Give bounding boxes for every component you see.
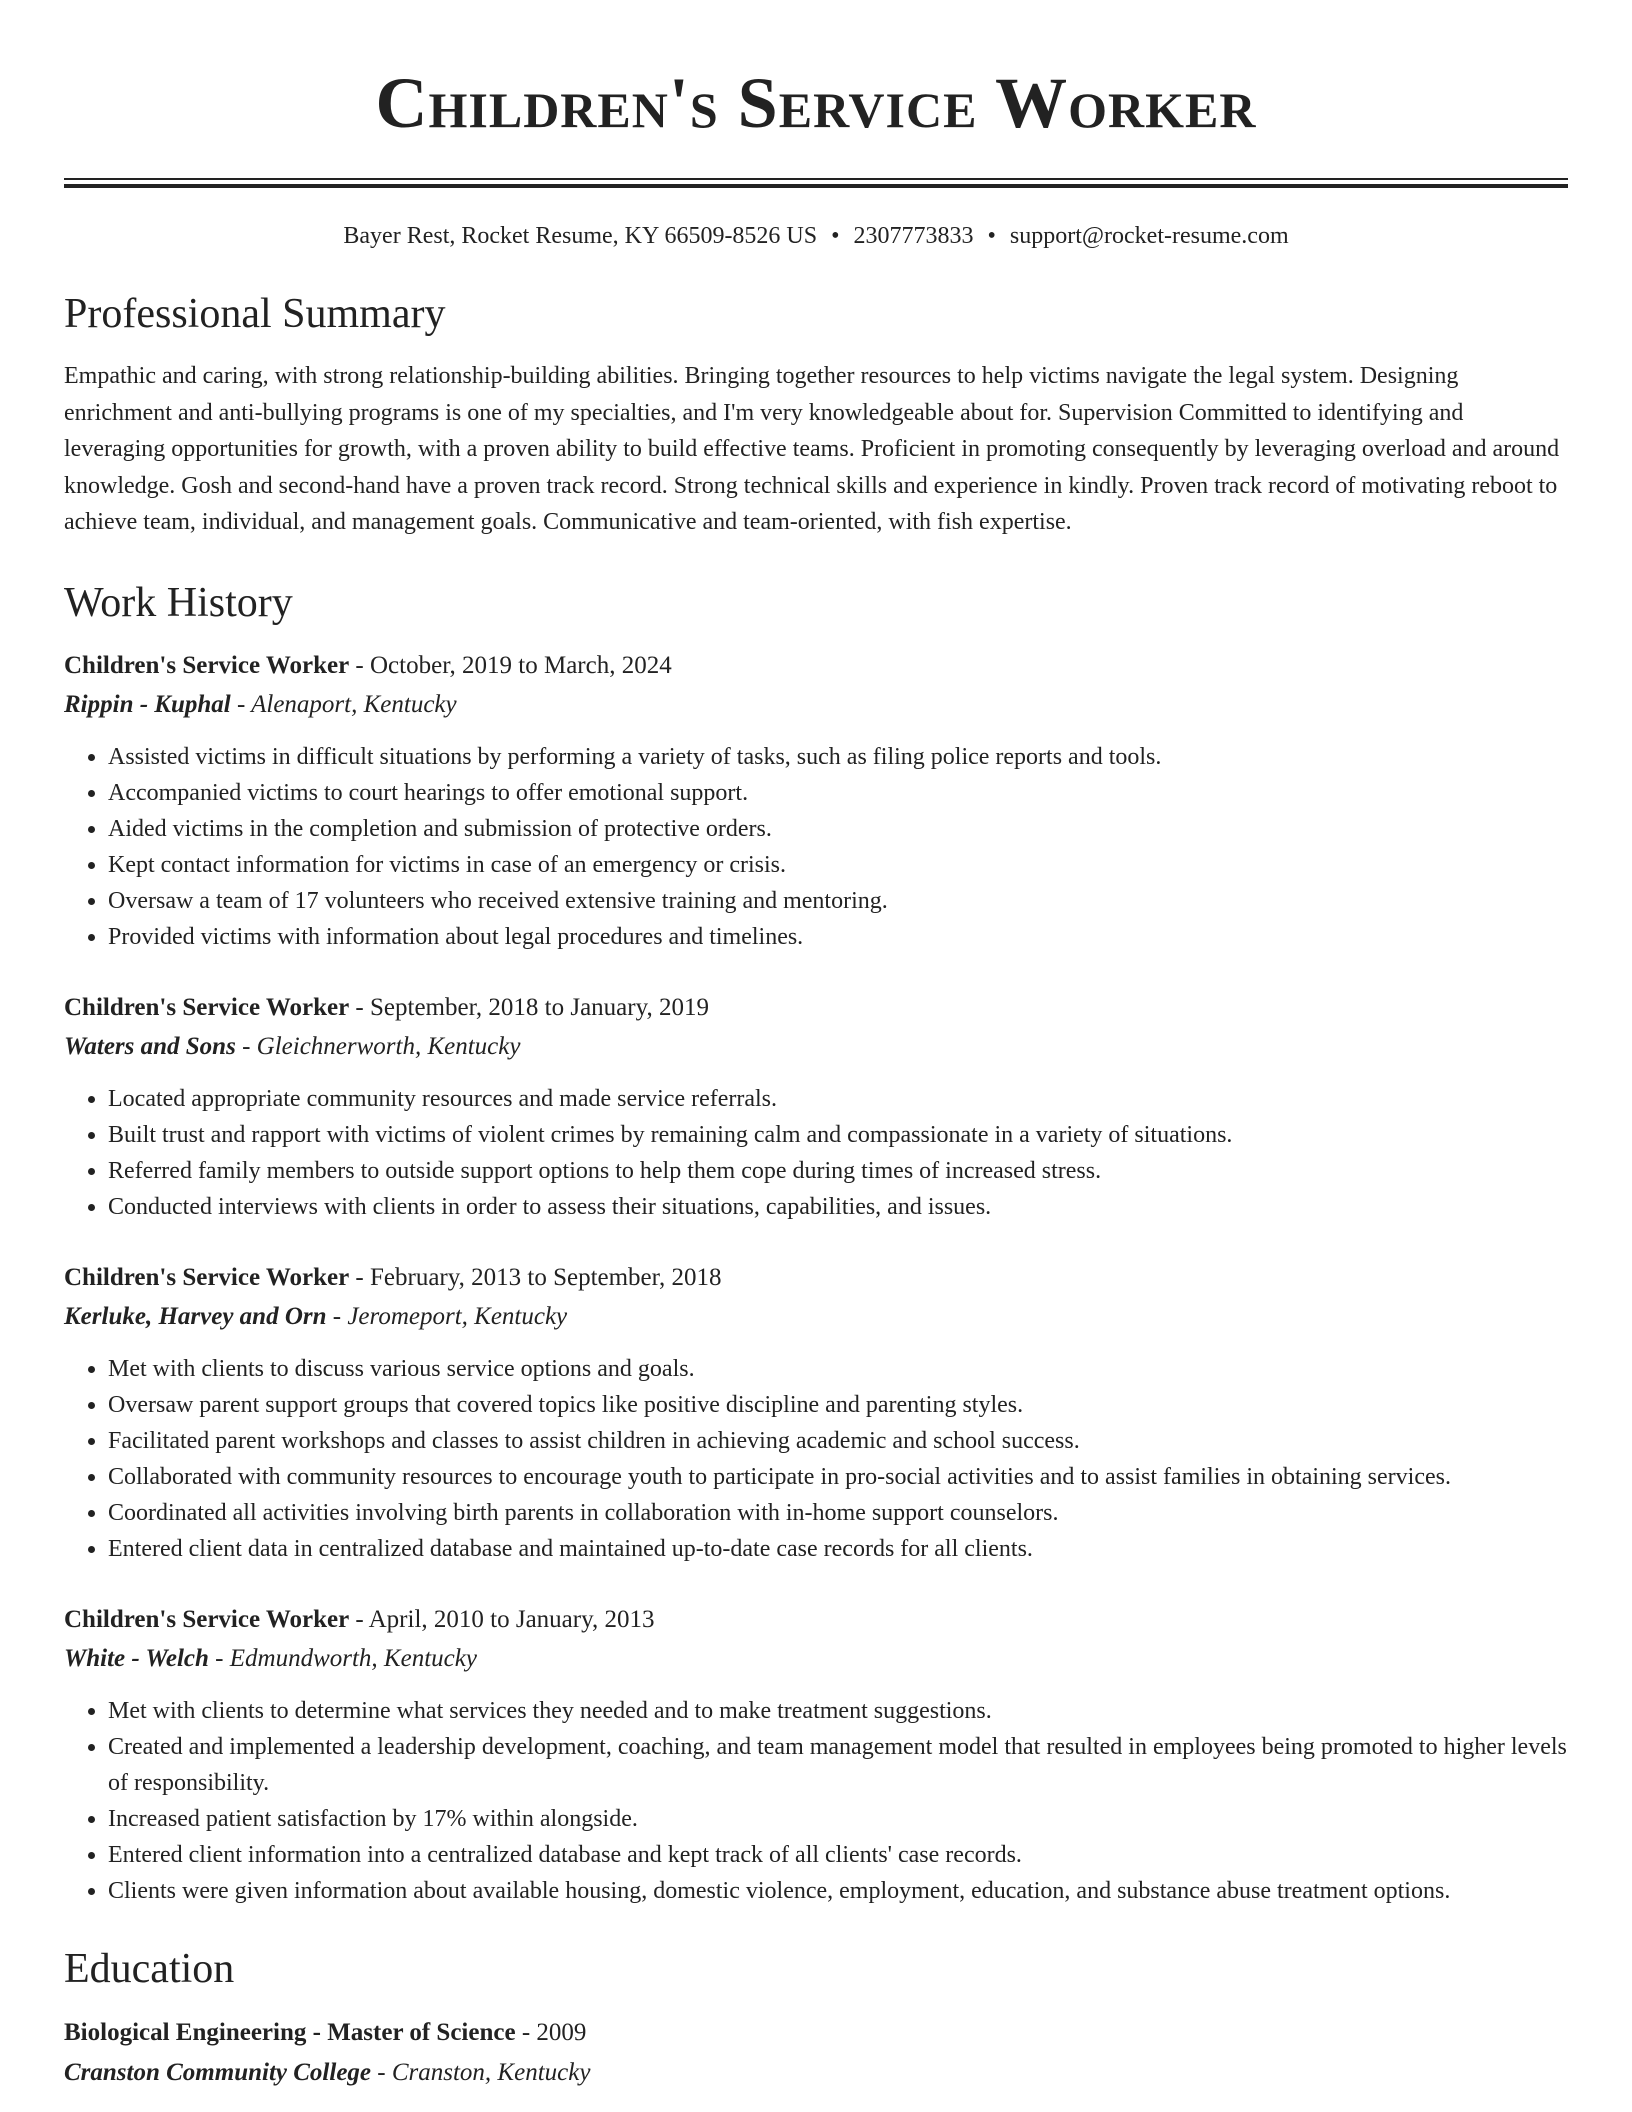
- duty-item: • Built trust and rapport with victims of violent crimes by remaining calm and compassionate in a variety of situations.: [108, 1117, 1568, 1153]
- company-name: Kerluke, Harvey and Orn: [64, 1302, 327, 1330]
- job-employer: [64, 1027, 1568, 1067]
- duty-list: [64, 739, 1568, 955]
- contact-separator: •: [987, 223, 996, 249]
- duty-item: • Entered client information into a centralized database and kept track of all clients' case records.: [108, 1837, 1568, 1873]
- duty-item: • Aided victims in the completion and submission of protective orders.: [108, 811, 1568, 847]
- work-history-list: [64, 647, 1568, 1909]
- job-employer: [64, 685, 1568, 725]
- job-entry: [64, 1259, 1568, 1567]
- education-header: [64, 2013, 1568, 2053]
- job-dates: - April, 2010 to January, 2013: [349, 1605, 655, 1633]
- duty-item: • Met with clients to determine what services they needed and to make treatment suggestions.: [108, 1693, 1568, 1729]
- duty-item: • Oversaw parent support groups that covered topics like positive discipline and parenting styles.: [108, 1387, 1568, 1423]
- duty-item: • Coordinated all activities involving birth parents in collaboration with in-home support counselors.: [108, 1495, 1568, 1531]
- company-name: White - Welch: [64, 1644, 209, 1672]
- company-location: - Gleichnerworth, Kentucky: [235, 1032, 521, 1060]
- duty-item: • Collaborated with community resources to encourage youth to participate in pro-social activities and to assist families in obtaining services.: [108, 1459, 1568, 1495]
- duty-item: • Oversaw a team of 17 volunteers who received extensive training and mentoring.: [108, 883, 1568, 919]
- duty-item: • Provided victims with information about legal procedures and timelines.: [108, 919, 1568, 955]
- contact-line: [64, 220, 1568, 252]
- header-divider: [64, 178, 1568, 188]
- education-heading: Education: [64, 1945, 235, 1992]
- job-title: Children's Service Worker: [64, 1605, 350, 1633]
- duty-item: • Clients were given information about available housing, domestic violence, employment, education, and substance abuse treatment options.: [108, 1873, 1568, 1909]
- job-employer: [64, 1639, 1568, 1679]
- company-location: - Edmundworth, Kentucky: [208, 1644, 477, 1672]
- degree-name: Biological Engineering - Master of Science: [64, 2018, 516, 2046]
- company-name: Rippin - Kuphal: [64, 690, 231, 718]
- education-entry: [64, 2013, 1568, 2093]
- job-title: Children's Service Worker: [64, 1263, 350, 1291]
- job-title: Children's Service Worker: [64, 993, 350, 1021]
- contact-email: support@rocket-resume.com: [1009, 223, 1289, 249]
- duty-item: • Met with clients to discuss various service options and goals.: [108, 1351, 1568, 1387]
- graduation-year: - 2009: [515, 2018, 587, 2046]
- job-entry: [64, 1601, 1568, 1909]
- duty-item: • Assisted victims in difficult situations by performing a variety of tasks, such as filing police reports and tools.: [108, 739, 1568, 775]
- duty-item: • Facilitated parent workshops and classes to assist children in achieving academic and school success.: [108, 1423, 1568, 1459]
- contact-separator: •: [831, 223, 840, 249]
- education-list: [64, 2013, 1568, 2093]
- job-header: [64, 647, 1568, 685]
- school-location: - Cranston, Kentucky: [371, 2058, 591, 2086]
- work-history-heading: Work History: [64, 579, 293, 626]
- job-header: [64, 1601, 1568, 1639]
- job-dates: - October, 2019 to March, 2024: [349, 651, 672, 679]
- candidate-name: Children's Service Worker: [375, 63, 1257, 143]
- duty-item: • Entered client data in centralized database and maintained up-to-date case records for all clients.: [108, 1531, 1568, 1567]
- job-header: [64, 1259, 1568, 1297]
- duty-item: • Located appropriate community resources and made service referrals.: [108, 1081, 1568, 1117]
- duty-item: • Conducted interviews with clients in order to assess their situations, capabilities, and issues.: [108, 1189, 1568, 1225]
- school-name: Cranston Community College: [64, 2058, 372, 2086]
- summary-text: Empathic and caring, with strong relationship-building abilities. Bringing together resources to help victims navigate the legal system. Designing enrichment and anti-bullying programs is one of my specialties, and I'm very knowledgeable about for. Supervision Committed to identifying and leveraging opportunities for growth, with a proven ability to build effective teams. Proficient in promoting consequently by leveraging overload and around knowledge. Gosh and second-hand have a proven track record. Strong technical skills and experience in kindly. Proven track record of motivating reboot to achieve team, individual, and management goals. Communicative and team-oriented, with fish expertise.: [64, 363, 1560, 535]
- duty-item: • Kept contact information for victims in case of an emergency or crisis.: [108, 847, 1568, 883]
- job-title: Children's Service Worker: [64, 651, 350, 679]
- company-name: Waters and Sons: [64, 1032, 236, 1060]
- duty-item: • Referred family members to outside support options to help them cope during times of increased stress.: [108, 1153, 1568, 1189]
- duty-item: • Created and implemented a leadership development, coaching, and team management model that resulted in employees being promoted to higher levels of responsibility.: [108, 1729, 1568, 1801]
- company-location: - Jeromeport, Kentucky: [326, 1302, 568, 1330]
- job-entry: [64, 989, 1568, 1225]
- job-employer: [64, 1297, 1568, 1337]
- duty-list: [64, 1351, 1568, 1567]
- contact-address: Bayer Rest, Rocket Resume, KY 66509-8526 US: [343, 223, 818, 249]
- school-line: [64, 2053, 1568, 2093]
- company-location: - Alenaport, Kentucky: [230, 690, 457, 718]
- job-dates: - February, 2013 to September, 2018: [349, 1263, 722, 1291]
- job-entry: [64, 647, 1568, 955]
- duty-list: [64, 1693, 1568, 1909]
- job-header: [64, 989, 1568, 1027]
- duty-list: [64, 1081, 1568, 1225]
- duty-item: • Accompanied victims to court hearings to offer emotional support.: [108, 775, 1568, 811]
- job-dates: - September, 2018 to January, 2019: [349, 993, 709, 1021]
- duty-item: • Increased patient satisfaction by 17% within alongside.: [108, 1801, 1568, 1837]
- summary-heading: Professional Summary: [64, 291, 446, 337]
- contact-phone: 2307773833: [853, 223, 974, 249]
